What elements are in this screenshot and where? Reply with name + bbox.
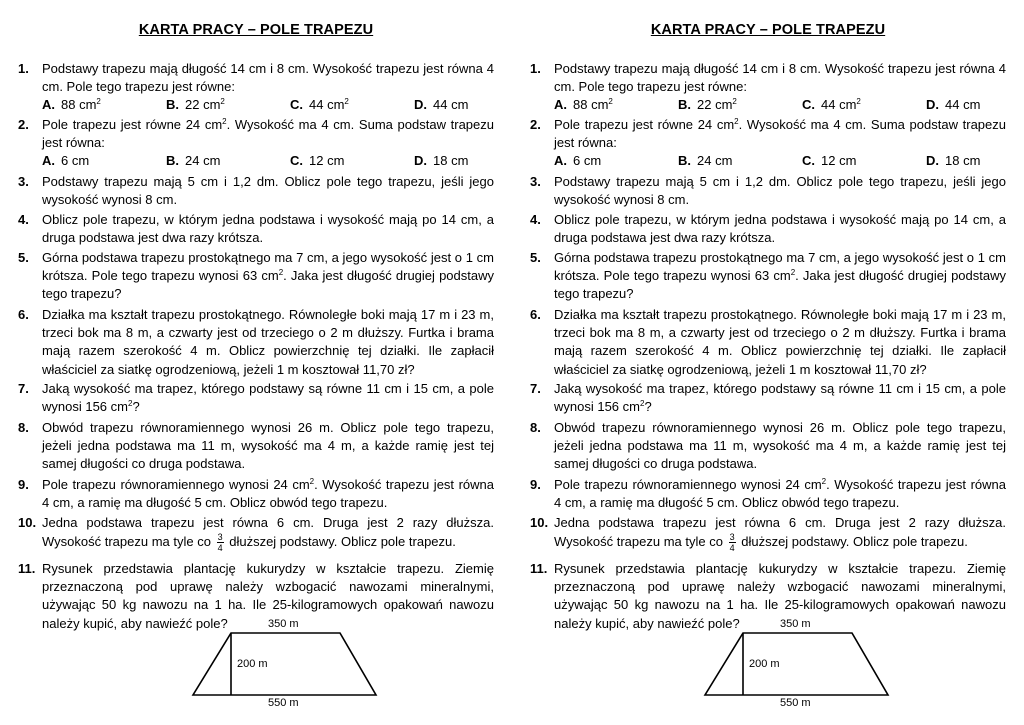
height-label: 200 m <box>749 658 780 670</box>
height-label: 200 m <box>237 658 268 670</box>
answer-option-d: D. 18 cm <box>926 153 981 169</box>
task-number: 4. <box>530 212 541 227</box>
task-9 <box>530 476 1006 512</box>
task-text: Jedna podstawa trapezu jest równa 6 cm. Druga jest 2 razy dłuższa. Wysokość trapezu ma tyle co $\frac{3}{4}$ dłuższej podstawy. Oblicz pole trapezu. <box>554 515 1006 554</box>
task-text: Górna podstawa trapezu prostokątnego ma 7 cm, a jego wysokość jest o 1 cm krótsza. Pole tego trapezu wynosi 63 $cm^2$. Jaka jest długość drugiej podstawy tego trapezu? <box>554 250 1006 302</box>
answer-option-b: B. 22 $cm^2$ <box>678 97 737 113</box>
task-text: Pole trapezu jest równe 24 $cm^2$. Wysokość ma 4 cm. Suma podstaw trapezu jest równa: <box>554 117 1006 151</box>
answer-options <box>554 96 1006 114</box>
task-number: 8. <box>530 420 541 435</box>
task-1 <box>18 60 494 114</box>
fraction: $\frac{3}{4}$ <box>729 532 735 554</box>
answer-option-c: C. 12 cm <box>290 153 345 169</box>
answer-option-c: C. 44 $cm^2$ <box>290 97 349 113</box>
task-text: Oblicz pole trapezu, w którym jedna podstawa i wysokość mają po 14 cm, a druga podstawa jest dwa razy krótsza. <box>42 212 494 246</box>
answer-option-d: D. 44 cm <box>926 97 981 113</box>
task-3 <box>18 173 494 209</box>
trapezoid-shape <box>193 633 376 695</box>
task-number: 2. <box>530 117 541 132</box>
task-9 <box>18 476 494 512</box>
task-number: 1. <box>530 61 541 76</box>
task-2 <box>18 116 494 170</box>
answer-option-b: B. 22 $cm^2$ <box>166 97 225 113</box>
task-text: Jaką wysokość ma trapez, którego podstawy są równe 11 cm i 15 cm, a pole wynosi 156 $cm^2$? <box>42 381 494 415</box>
task-text: Jedna podstawa trapezu jest równa 6 cm. Druga jest 2 razy dłuższa. Wysokość trapezu ma tyle co $\frac{3}{4}$ dłuższej podstawy. Oblicz pole trapezu. <box>42 515 494 554</box>
worksheet-left <box>18 0 494 725</box>
task-number: 6. <box>18 307 29 322</box>
worksheet-title: KARTA PRACY – POLE TRAPEZU <box>138 22 374 38</box>
answer-option-c: C. 44 $cm^2$ <box>802 97 861 113</box>
task-3 <box>530 173 1006 209</box>
task-text: Podstawy trapezu mają długość 14 cm i 8 cm. Wysokość trapezu jest równa 4 cm. Pole tego trapezu jest równe: <box>42 61 494 95</box>
task-number: 8. <box>18 420 29 435</box>
task-number: 2. <box>18 117 29 132</box>
worksheet-title: KARTA PRACY – POLE TRAPEZU <box>650 22 886 38</box>
task-number: 3. <box>530 174 541 189</box>
task-text: Pole trapezu jest równe 24 $cm^2$. Wysokość ma 4 cm. Suma podstaw trapezu jest równa: <box>42 117 494 151</box>
task-text: Podstawy trapezu mają długość 14 cm i 8 cm. Wysokość trapezu jest równa 4 cm. Pole tego trapezu jest równe: <box>554 61 1006 95</box>
task-text: Podstawy trapezu mają 5 cm i 1,2 dm. Oblicz pole tego trapezu, jeśli jego wysokość wynosi 8 cm. <box>42 174 494 208</box>
worksheet-right <box>530 0 1006 725</box>
top-base-label: 350 m <box>780 618 811 630</box>
task-6 <box>530 306 1006 379</box>
answer-options <box>554 152 1006 170</box>
task-number: 3. <box>18 174 29 189</box>
task-2 <box>530 116 1006 170</box>
task-text: Pole trapezu równoramiennego wynosi 24 $cm^2$. Wysokość trapezu jest równa 4 cm, a ramię ma długość 5 cm. Oblicz obwód tego trapezu. <box>42 477 494 511</box>
bottom-base-label: 550 m <box>268 697 299 709</box>
task-text: Jaką wysokość ma trapez, którego podstawy są równe 11 cm i 15 cm, a pole wynosi 156 $cm^2$? <box>554 381 1006 415</box>
task-number: 10. <box>530 515 549 530</box>
answer-option-a: A. 6 cm <box>42 153 90 169</box>
task-number: 9. <box>530 477 541 492</box>
task-text: Pole trapezu równoramiennego wynosi 24 $cm^2$. Wysokość trapezu jest równa 4 cm, a ramię ma długość 5 cm. Oblicz obwód tego trapezu. <box>554 477 1006 511</box>
task-8 <box>530 419 1006 474</box>
answer-option-d: D. 44 cm <box>414 97 469 113</box>
task-text: Obwód trapezu równoramiennego wynosi 26 m. Oblicz pole tego trapezu, jeżeli jedna podstawa ma 11 m, wysokość ma 4 m, a każde ramię jest tej samej długości co druga podstawa. <box>554 420 1006 472</box>
task-text: Działka ma kształt trapezu prostokątnego. Równoległe boki mają 17 m i 23 m, trzeci bok ma 8 m, a czwarty jest od trzeciego o 2 m dłuższy. Furtka i brama mają razem szerokość 4 m. Oblicz powierzchnię tej działki. Ile zapłacił właściciel za siatkę ogrodzeniową, jeżeli 1 m kosztował 11,70 zł? <box>554 307 1006 377</box>
task-7 <box>530 380 1006 416</box>
top-base-label: 350 m <box>268 618 299 630</box>
trapezoid-figure <box>168 612 408 712</box>
task-1 <box>530 60 1006 114</box>
answer-option-c: C. 12 cm <box>802 153 857 169</box>
task-number: 5. <box>18 250 29 265</box>
task-5 <box>18 249 494 304</box>
task-4 <box>18 211 494 247</box>
task-10 <box>18 514 494 553</box>
task-number: 9. <box>18 477 29 492</box>
task-number: 11. <box>530 561 548 576</box>
answer-option-d: D. 18 cm <box>414 153 469 169</box>
task-text: Rysunek przedstawia plantację kukurydzy w kształcie trapezu. Ziemię przeznaczoną pod uprawę należy wzbogacić nawozami mineralnymi, używając 50 kg nawozu na 1 ha. Ile 25-kilogramowych opakowań nawozu należy kupić, aby nawieźć pole? <box>42 561 494 631</box>
trapezoid-figure <box>680 612 920 712</box>
task-number: 10. <box>18 515 37 530</box>
task-number: 4. <box>18 212 29 227</box>
task-4 <box>530 211 1006 247</box>
task-number: 1. <box>18 61 29 76</box>
answer-option-a: A. 88 $cm^2$ <box>554 97 613 113</box>
task-number: 7. <box>530 381 541 396</box>
task-number: 6. <box>530 307 541 322</box>
task-7 <box>18 380 494 416</box>
task-number: 5. <box>530 250 541 265</box>
task-8 <box>18 419 494 474</box>
task-text: Działka ma kształt trapezu prostokątnego. Równoległe boki mają 17 m i 23 m, trzeci bok ma 8 m, a czwarty jest od trzeciego o 2 m dłuższy. Furtka i brama mają razem szerokość 4 m. Oblicz powierzchnię tej działki. Ile zapłacił właściciel za siatkę ogrodzeniową, jeżeli 1 m kosztował 11,70 zł? <box>42 307 494 377</box>
answer-option-b: B. 24 cm <box>166 153 221 169</box>
trapezoid-shape <box>705 633 888 695</box>
answer-options <box>42 152 494 170</box>
task-number: 7. <box>18 381 29 396</box>
task-number: 11. <box>18 561 36 576</box>
answer-option-b: B. 24 cm <box>678 153 733 169</box>
bottom-base-label: 550 m <box>780 697 811 709</box>
task-5 <box>530 249 1006 304</box>
answer-option-a: A. 88 $cm^2$ <box>42 97 101 113</box>
task-text: Oblicz pole trapezu, w którym jedna podstawa i wysokość mają po 14 cm, a druga podstawa jest dwa razy krótsza. <box>554 212 1006 246</box>
task-text: Obwód trapezu równoramiennego wynosi 26 m. Oblicz pole tego trapezu, jeżeli jedna podstawa ma 11 m, wysokość ma 4 m, a każde ramię jest tej samej długości co druga podstawa. <box>42 420 494 472</box>
fraction: $\frac{3}{4}$ <box>217 532 223 554</box>
task-6 <box>18 306 494 379</box>
task-10 <box>530 514 1006 553</box>
task-text: Rysunek przedstawia plantację kukurydzy w kształcie trapezu. Ziemię przeznaczoną pod uprawę należy wzbogacić nawozami mineralnymi, używając 50 kg nawozu na 1 ha. Ile 25-kilogramowych opakowań nawozu należy kupić, aby nawieźć pole? <box>554 561 1006 631</box>
task-text: Podstawy trapezu mają 5 cm i 1,2 dm. Oblicz pole tego trapezu, jeśli jego wysokość wynosi 8 cm. <box>554 174 1006 208</box>
answer-option-a: A. 6 cm <box>554 153 602 169</box>
task-text: Górna podstawa trapezu prostokątnego ma 7 cm, a jego wysokość jest o 1 cm krótsza. Pole tego trapezu wynosi 63 $cm^2$. Jaka jest długość drugiej podstawy tego trapezu? <box>42 250 494 302</box>
answer-options <box>42 96 494 114</box>
